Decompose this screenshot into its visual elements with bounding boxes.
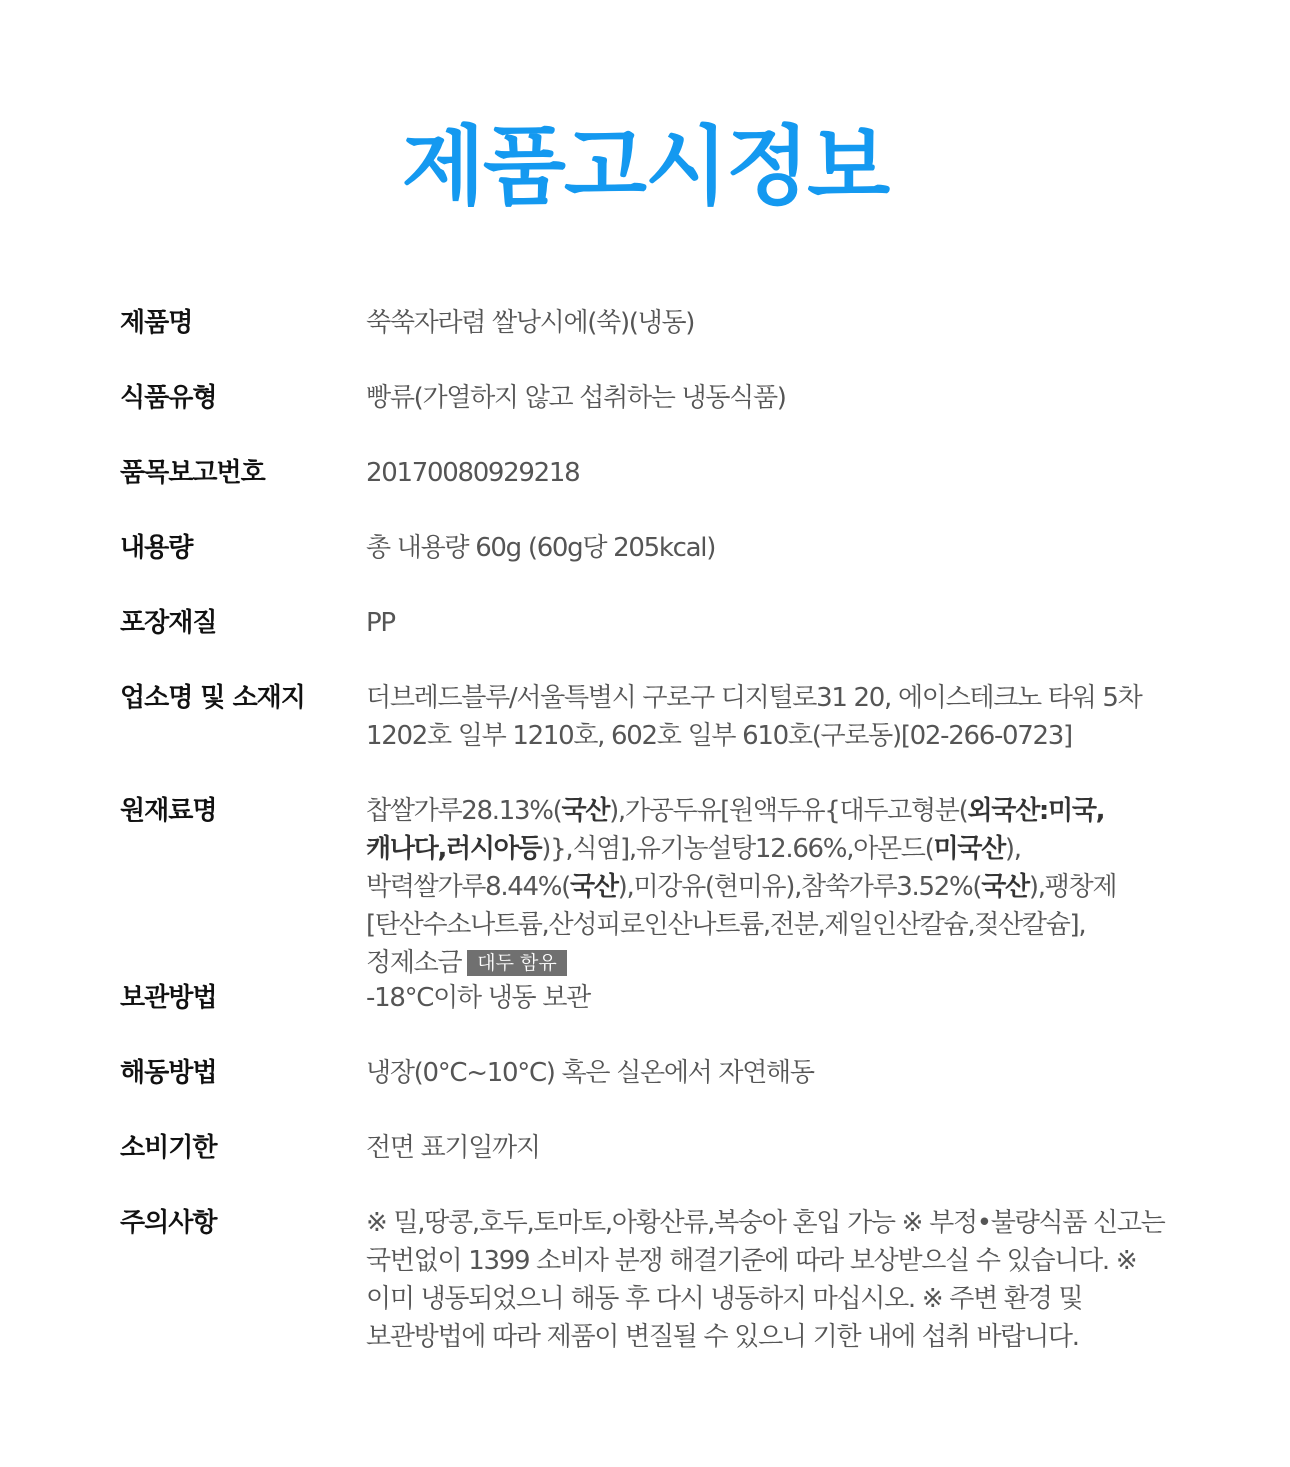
ingredient-text: 찹쌀가루28.13%( — [366, 796, 562, 826]
origin-highlight: 미국산 — [933, 834, 1005, 864]
allergen-badge: 대두 함유 — [467, 950, 566, 976]
row-value: 20170080929218 — [366, 458, 580, 488]
row-value: 빵류(가열하지 않고 섭취하는 냉동식품) — [366, 383, 786, 413]
row-food-type — [120, 379, 1180, 454]
row-ingredients — [120, 792, 1180, 979]
row-label: 포장재질 — [120, 608, 217, 638]
row-label: 소비기한 — [120, 1133, 217, 1163]
origin-highlight: 외국산:미국,캐나다,러시아등 — [366, 796, 1105, 864]
page-title: 제품고시정보 — [401, 117, 889, 217]
row-label: 업소명 및 소재지 — [120, 683, 305, 713]
row-label: 해동방법 — [120, 1058, 217, 1088]
row-storage — [120, 979, 1180, 1054]
ingredient-text: ),미강유(현미유),참쑥가루3.52%( — [617, 872, 982, 902]
row-thawing — [120, 1054, 1180, 1129]
row-value: PP — [366, 608, 395, 638]
ingredient-text: ),팽창제[탄산수소나트륨,산성피로인산나트륨,전분,제일인산칼슘,젖산칼슘],정제소금 — [366, 872, 1117, 978]
row-packaging — [120, 604, 1180, 679]
row-report-number — [120, 454, 1180, 529]
row-manufacturer — [120, 679, 1180, 792]
ingredient-text: ),가공두유[원액두유{대두고형분( — [609, 796, 968, 826]
row-label: 보관방법 — [120, 983, 217, 1013]
row-expiry — [120, 1129, 1180, 1204]
row-label: 주의사항 — [120, 1208, 217, 1238]
row-value — [366, 792, 1180, 982]
row-value: 냉장(0°C~10°C) 혹은 실온에서 자연해동 — [366, 1058, 814, 1088]
origin-highlight: 국산 — [570, 872, 618, 902]
row-value: 쑥쑥자라렴 쌀낭시에(쑥)(냉동) — [366, 308, 695, 338]
row-cautions — [120, 1204, 1180, 1364]
row-value: ※ 밀,땅콩,호두,토마토,아황산류,복숭아 혼입 가능 ※ 부정•불량식품 신고는 국번없이 1399 소비자 분쟁 해결기준에 따라 보상받으실 수 있습니다. ※ 이미 냉동되었으니 해동 후 다시 냉동하지 마십시오. ※ 주변 환경 및 보관방법에 따라 제품이 변질될 수 있으니 기한 내에 섭취 바랍니다. — [366, 1208, 1165, 1352]
row-value: 총 내용량 60g (60g당 205kcal) — [366, 533, 716, 563]
row-label: 내용량 — [120, 533, 193, 563]
row-product-name — [120, 304, 1180, 379]
row-label: 품목보고번호 — [120, 458, 265, 488]
row-value: -18°C이하 냉동 보관 — [366, 983, 590, 1013]
row-value: 더브레드블루/서울특별시 구로구 디지털로31 20, 에이스테크노 타워 5차 1202호 일부 1210호, 602호 일부 610호(구로동)[02-266-0723] — [366, 683, 1142, 751]
row-label: 제품명 — [120, 308, 193, 338]
ingredient-text: )},식염],유기농설탕12.66%,아몬드( — [541, 834, 934, 864]
origin-highlight: 국산 — [981, 872, 1029, 902]
row-label: 원재료명 — [120, 796, 217, 826]
row-label: 식품유형 — [120, 383, 217, 413]
info-table — [120, 304, 1180, 1364]
ingredient-text: ),박력쌀가루8.44%( — [366, 834, 1021, 902]
row-value: 전면 표기일까지 — [366, 1133, 540, 1163]
origin-highlight: 국산 — [561, 796, 610, 826]
row-content-amount — [120, 529, 1180, 604]
